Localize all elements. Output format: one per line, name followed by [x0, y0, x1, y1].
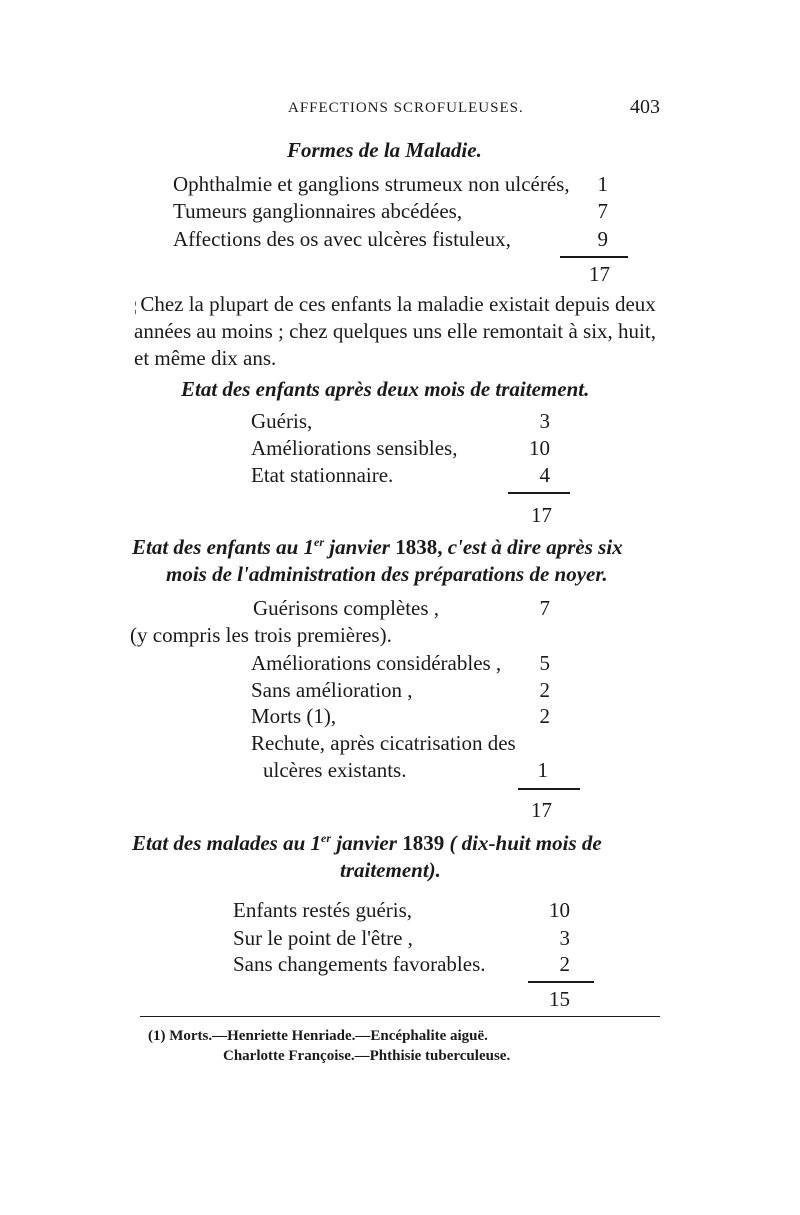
row-note: (y compris les trois premières). [130, 623, 392, 647]
paragraph-line: et même dix ans. [134, 346, 277, 370]
table-row-value: 2 [559, 952, 570, 976]
section-title-1839: Etat des malades au 1er janvier 1839 ( dix-huit mois de [132, 831, 602, 855]
table-row-label: Améliorations considérables , [251, 651, 502, 675]
table-row-value: 7 [597, 199, 608, 223]
section-subtitle-1839: traitement). [340, 858, 441, 882]
section-title-two-months: Etat des enfants après deux mois de traitement. [181, 377, 590, 401]
table-row-value: 3 [559, 926, 570, 950]
total-rule [560, 256, 628, 258]
table-row-value: 2 [539, 678, 550, 702]
table-row-label: ulcères existants. [263, 758, 407, 782]
table-row-label: Guéris, [251, 409, 313, 433]
table-row-value: 3 [539, 409, 550, 433]
table-row-label: Sans amélioration , [251, 678, 413, 702]
section-total: 15 [549, 987, 570, 1011]
table-row-value: 1 [537, 758, 548, 782]
section-subtitle-1838: mois de l'administration des préparations de noyer. [166, 562, 608, 586]
footnote-rule [140, 1016, 660, 1017]
total-rule [528, 981, 594, 983]
section-title-1838: Etat des enfants au 1er janvier 1838, c'est à dire après six [132, 535, 623, 559]
table-row-value: 1 [597, 172, 608, 196]
total-rule [518, 788, 580, 790]
table-row-label: Guérisons complètes , [253, 596, 440, 620]
section-total: 17 [531, 503, 552, 527]
table-row-label: Sur le point de l'être , [233, 926, 413, 950]
table-row-label: Morts (1), [251, 704, 337, 728]
table-row-label: Ophthalmie et ganglions strumeux non ulcérés, [173, 172, 570, 196]
paragraph-line: ¦ Chez la plupart de ces enfants la maladie existait depuis deux [134, 292, 656, 316]
section-total: 17 [589, 262, 610, 286]
table-row-value: 4 [539, 463, 550, 487]
paragraph-line: années au moins ; chez quelques uns elle remontait à six, huit, [134, 319, 656, 343]
table-row-label: Etat stationnaire. [251, 463, 394, 487]
table-row-label: Enfants restés guéris, [233, 898, 413, 922]
total-rule [508, 492, 570, 494]
table-row-label: Améliorations sensibles, [251, 436, 458, 460]
section-total: 17 [531, 798, 552, 822]
table-row-label: Affections des os avec ulcères fistuleux, [173, 227, 511, 251]
table-row-value: 5 [539, 651, 550, 675]
section-mark-glyph: ¦ [134, 300, 141, 315]
running-header: AFFECTIONS SCROFULEUSES. [288, 100, 524, 116]
table-row-label: Sans changements favorables. [233, 952, 486, 976]
relapse-label: Rechute, après cicatrisation des [251, 731, 516, 755]
table-row-value: 2 [539, 704, 550, 728]
table-row-value: 9 [597, 227, 608, 251]
table-row-value: 10 [529, 436, 550, 460]
table-row-label: Tumeurs ganglionnaires abcédées, [173, 199, 463, 223]
table-row-value: 10 [549, 898, 570, 922]
table-row-value: 7 [539, 596, 550, 620]
footnote-line: (1) Morts.—Henriette Henriade.—Encéphalite aiguë. [148, 1028, 488, 1044]
footnote-line: Charlotte Françoise.—Phthisie tuberculeuse. [223, 1048, 511, 1064]
section-title-forms: Formes de la Maladie. [287, 138, 482, 162]
page-number: 403 [630, 96, 660, 118]
